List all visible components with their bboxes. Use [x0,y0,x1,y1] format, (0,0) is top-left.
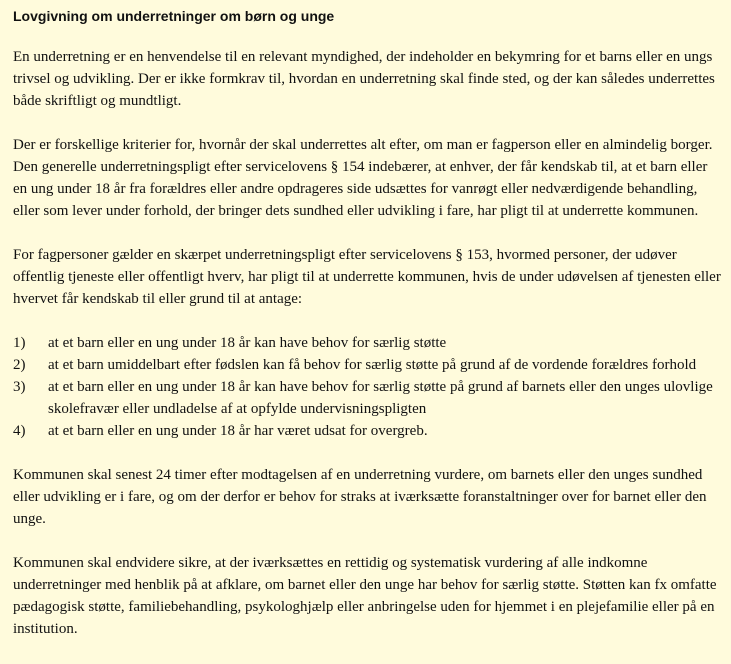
paragraph-professional-duty: For fagpersoner gælder en skærpet underretningspligt efter servicelovens § 153, hvormed personer, der udøver offentlig tjeneste eller offentligt hverv, har pligt til at underrette kommunen, hvis de under udøvelsen af tjenesten eller hvervet får kendskab til eller grund til at antage: [13,247,721,307]
list-item-number: 1) [13,335,26,351]
list-item-text: at et barn umiddelbart efter fødslen kan få behov for særlig støtte på grund af de vordende forældres forhold [48,357,697,373]
list-item-number: 2) [13,357,26,373]
list-item [13,332,721,354]
paragraph-systematic-assessment: Kommunen skal endvidere sikre, at der iværksættes en rettidig og systematisk vurdering af alle indkomne underretninger med henblik på at afklare, om barnet eller den unge har behov for særlig støtte. Støtten kan fx omfatte pædagogisk støtte, familiebehandling, psykologhjælp eller anbringelse uden for hjemmet i en plejefamilie eller på en institution. [13,555,717,637]
list-item-number: 3) [13,379,26,395]
document-title: Lovgivning om underretninger om børn og unge [13,8,335,24]
list-item [13,354,721,376]
paragraph-definition: En underretning er en henvendelse til en relevant myndighed, der indeholder en bekymring for et barns eller en ungs trivsel og udvikling. Der er ikke formkrav til, hvordan en underretning skal finde sted, og der kan således underrettes både skriftligt og mundtligt. [13,49,715,109]
paragraph-general-duty: Der er forskellige kriterier for, hvornår der skal underrettes alt efter, om man er fagperson eller en almindelig borger. Den generelle underretningspligt efter servicelovens § 154 indebærer, at enhver, der får kendskab til, at et barn eller en ung under 18 år fra forældres eller andre opdrageres side udsættes for vanrøgt eller nedværdigende behandling, eller som lever under forhold, der bringer dets sundhed eller udvikling i fare, har pligt til at underrette kommunen. [13,137,713,219]
list-item-text: at et barn eller en ung under 18 år kan have behov for særlig støtte på grund af barnets eller den unges ulovlige skolefravær eller undladelse af at opfylde undervisningspligten [48,379,713,417]
paragraph-24-hours: Kommunen skal senest 24 timer efter modtagelsen af en underretning vurdere, om barnets eller den unges sundhed eller udvikling er i fare, og om der derfor er behov for straks at iværksætte foranstaltninger over for barnet eller den unge. [13,467,707,527]
list-item-text: at et barn eller en ung under 18 år har været udsat for overgreb. [48,423,428,439]
list-item [13,420,721,442]
list-item [13,376,721,420]
criteria-list [13,332,721,442]
list-item-number: 4) [13,423,26,439]
list-item-text: at et barn eller en ung under 18 år kan have behov for særlig støtte [48,335,447,351]
